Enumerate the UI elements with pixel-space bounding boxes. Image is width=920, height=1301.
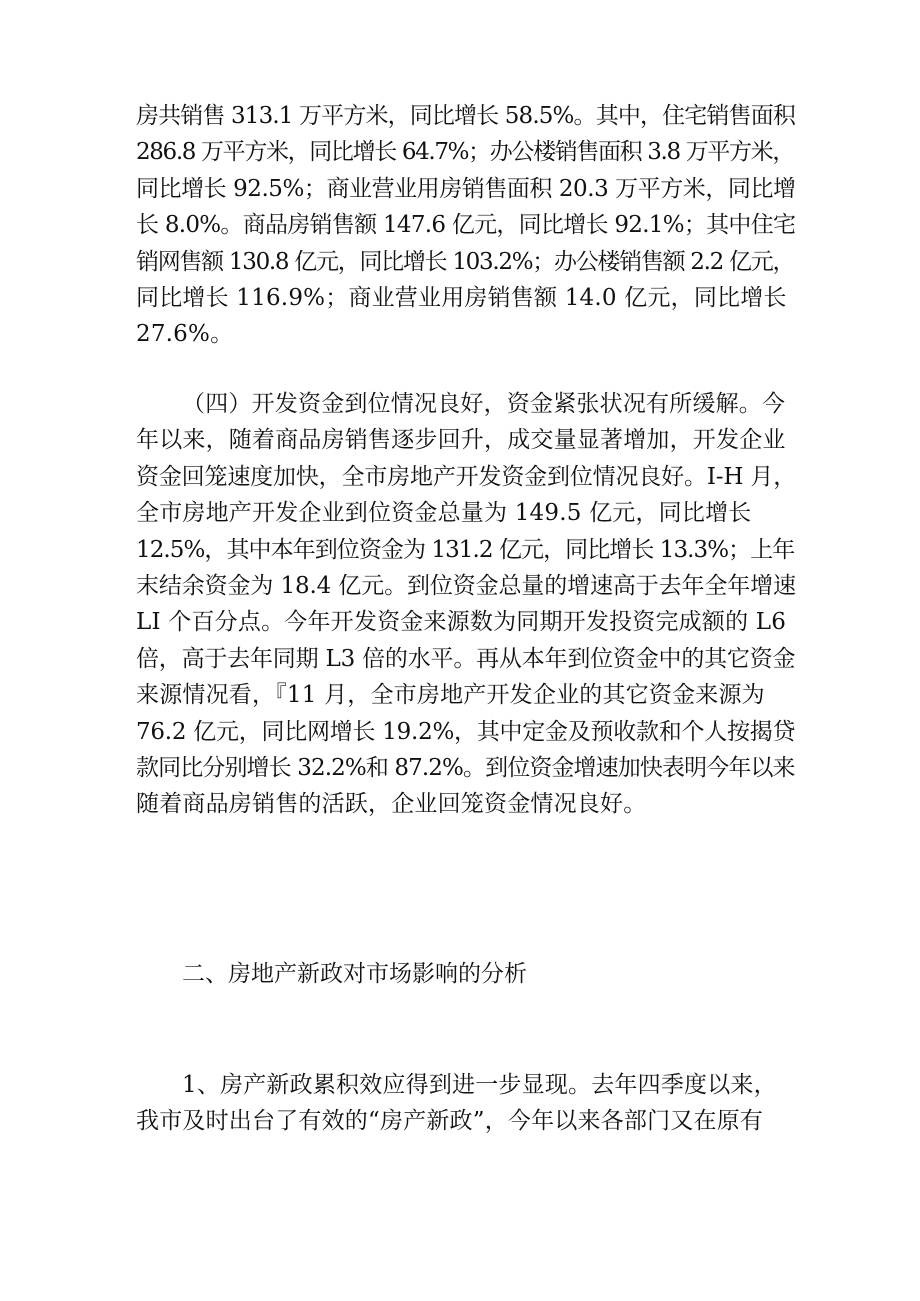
paragraph-line: 末结余资金为 18.4 亿元。到位资金总量的增速高于去年全年增速 [136,573,796,600]
paragraph-line: 随着商品房销售的活跃，企业回笼资金情况良好。 [136,791,647,818]
paragraph-line: 同比增长 92.5%；商业营业用房销售面积 20.3 万平方米，同比增 [136,175,796,202]
paragraph-line: 我市及时出台了有效的“房产新政”，今年以来各部门又在原有 [136,1108,764,1135]
paragraph-line: 27.6%。 [136,321,234,348]
paragraph-line: 286.8 万平方米，同比增长 64.7%；办公楼销售面积 3.8 万平方米， [136,139,794,166]
paragraph-line: 房共销售 313.1 万平方米，同比增长 58.5%。其中，住宅销售面积 [136,103,795,129]
paragraph-line: 76.2 亿元，同比网增长 19.2%，其中定金及预收款和个人按揭贷 [136,718,796,745]
paragraph-line: 12.5%，其中本年到位资金为 131.2 亿元，同比增长 13.3%；上年 [136,536,795,563]
paragraph-funding [136,386,796,823]
paragraph-line: 款同比分别增长 32.2%和 87.2%。到位资金增速加快表明今年以来 [136,755,795,782]
paragraph-line: 来源情况看，『11 月，全市房地产开发企业的其它资金来源为 [136,682,765,709]
paragraph-line: 全市房地产开发企业到位资金总量为 149.5 亿元，同比增长 [136,500,752,527]
paragraph-line: 同比增长 116.9%；商业营业用房销售额 14.0 亿元，同比增长 [136,285,787,312]
paragraph-line: （四）开发资金到位情况良好，资金紧张状况有所缓解。今 [182,391,786,417]
paragraph-sales [136,98,796,353]
paragraph-line: LI 个百分点。今年开发资金来源数为同期开发投资完成额的 L6 [136,609,787,636]
paragraph-line: 销网售额 130.8 亿元，同比增长 103.2%；办公楼销售额 2.2 亿元， [136,248,795,275]
paragraph-line: 年以来，随着商品房销售逐步回升，成交量显著增加，开发企业 [136,427,786,454]
paragraph-line: 资金回笼速度加快，全市房地产开发资金到位情况良好。I-H 月， [136,463,796,490]
paragraph-policy [136,1067,796,1140]
section-heading: 二、房地产新政对市场影响的分析 [182,961,527,987]
paragraph-line: 倍，高于去年同期 L3 倍的水平。再从本年到位资金中的其它资金 [136,645,796,672]
paragraph-line: 1、房产新政累积效应得到进一步显现。去年四季度以来， [182,1072,777,1098]
paragraph-line: 长 8.0%。商品房销售额 147.6 亿元，同比增长 92.1%；其中住宅 [136,212,796,239]
